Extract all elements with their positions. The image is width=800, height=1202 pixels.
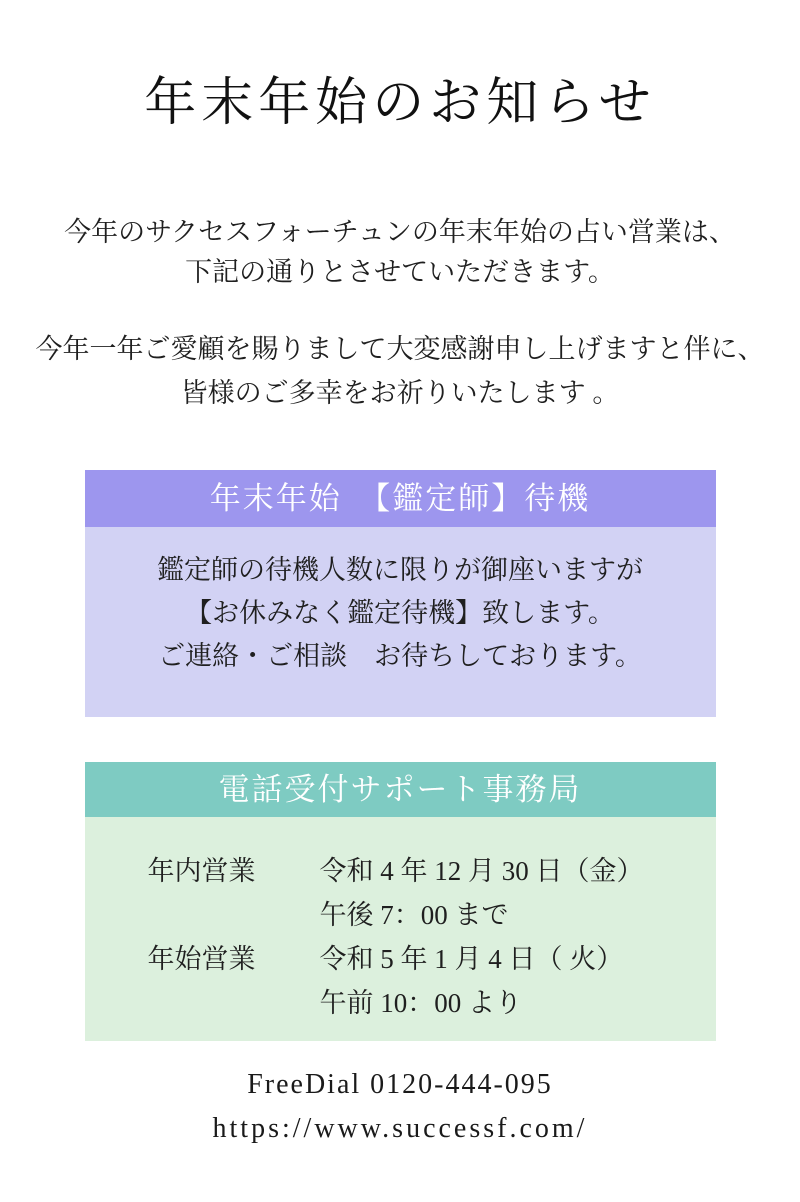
hours-value (320, 849, 716, 937)
free-dial-number: FreeDial 0120-444-095 (247, 1069, 553, 1100)
hours-label: 年内営業 (147, 856, 256, 886)
hours-value (320, 937, 716, 1025)
intro-line: 皆様のご多幸をお祈りいたします 。 (180, 378, 620, 408)
intro-paragraph-2 (0, 327, 800, 415)
phone-support-body (85, 817, 716, 1041)
standby-section-body (85, 527, 716, 717)
intro-line: 今年一年ご愛顧を賜りまして大変感謝申し上げますと伴に、 (35, 334, 765, 364)
phone-support-section (85, 762, 716, 1041)
standby-section-header: 年末年始 【鑑定師】待機 (85, 470, 716, 527)
website-url: https://www.successf.com/ (212, 1113, 588, 1144)
footer (0, 1067, 800, 1147)
hours-date: 令和 5 年 1 月 4 日（ 火） (319, 944, 624, 974)
intro-line: 下記の通りとさせていただきます。 (185, 257, 615, 287)
business-hours-row (85, 849, 716, 937)
business-hours-row (85, 937, 716, 1025)
standby-body-line: ご連絡・ご相談 お待ちしております。 (158, 641, 642, 671)
intro-line: 今年のサクセスフォーチュンの年末年始の占い営業は、 (64, 217, 736, 247)
hours-date: 令和 4 年 12 月 30 日（金） (319, 856, 644, 886)
page-title: 年末年始のお知らせ (144, 75, 656, 132)
hours-time: 午後 7：00 まで (319, 900, 509, 930)
standby-section (85, 470, 716, 717)
standby-body-line: 鑑定師の待機人数に限りが御座いますが (157, 555, 643, 585)
phone-support-header: 電話受付サポート事務局 (85, 762, 716, 817)
hours-label: 年始営業 (147, 944, 256, 974)
intro-paragraph-1 (0, 212, 800, 292)
standby-body-line: 【お休みなく鑑定待機】致します。 (185, 598, 615, 628)
hours-time: 午前 10：00 より (319, 988, 522, 1018)
